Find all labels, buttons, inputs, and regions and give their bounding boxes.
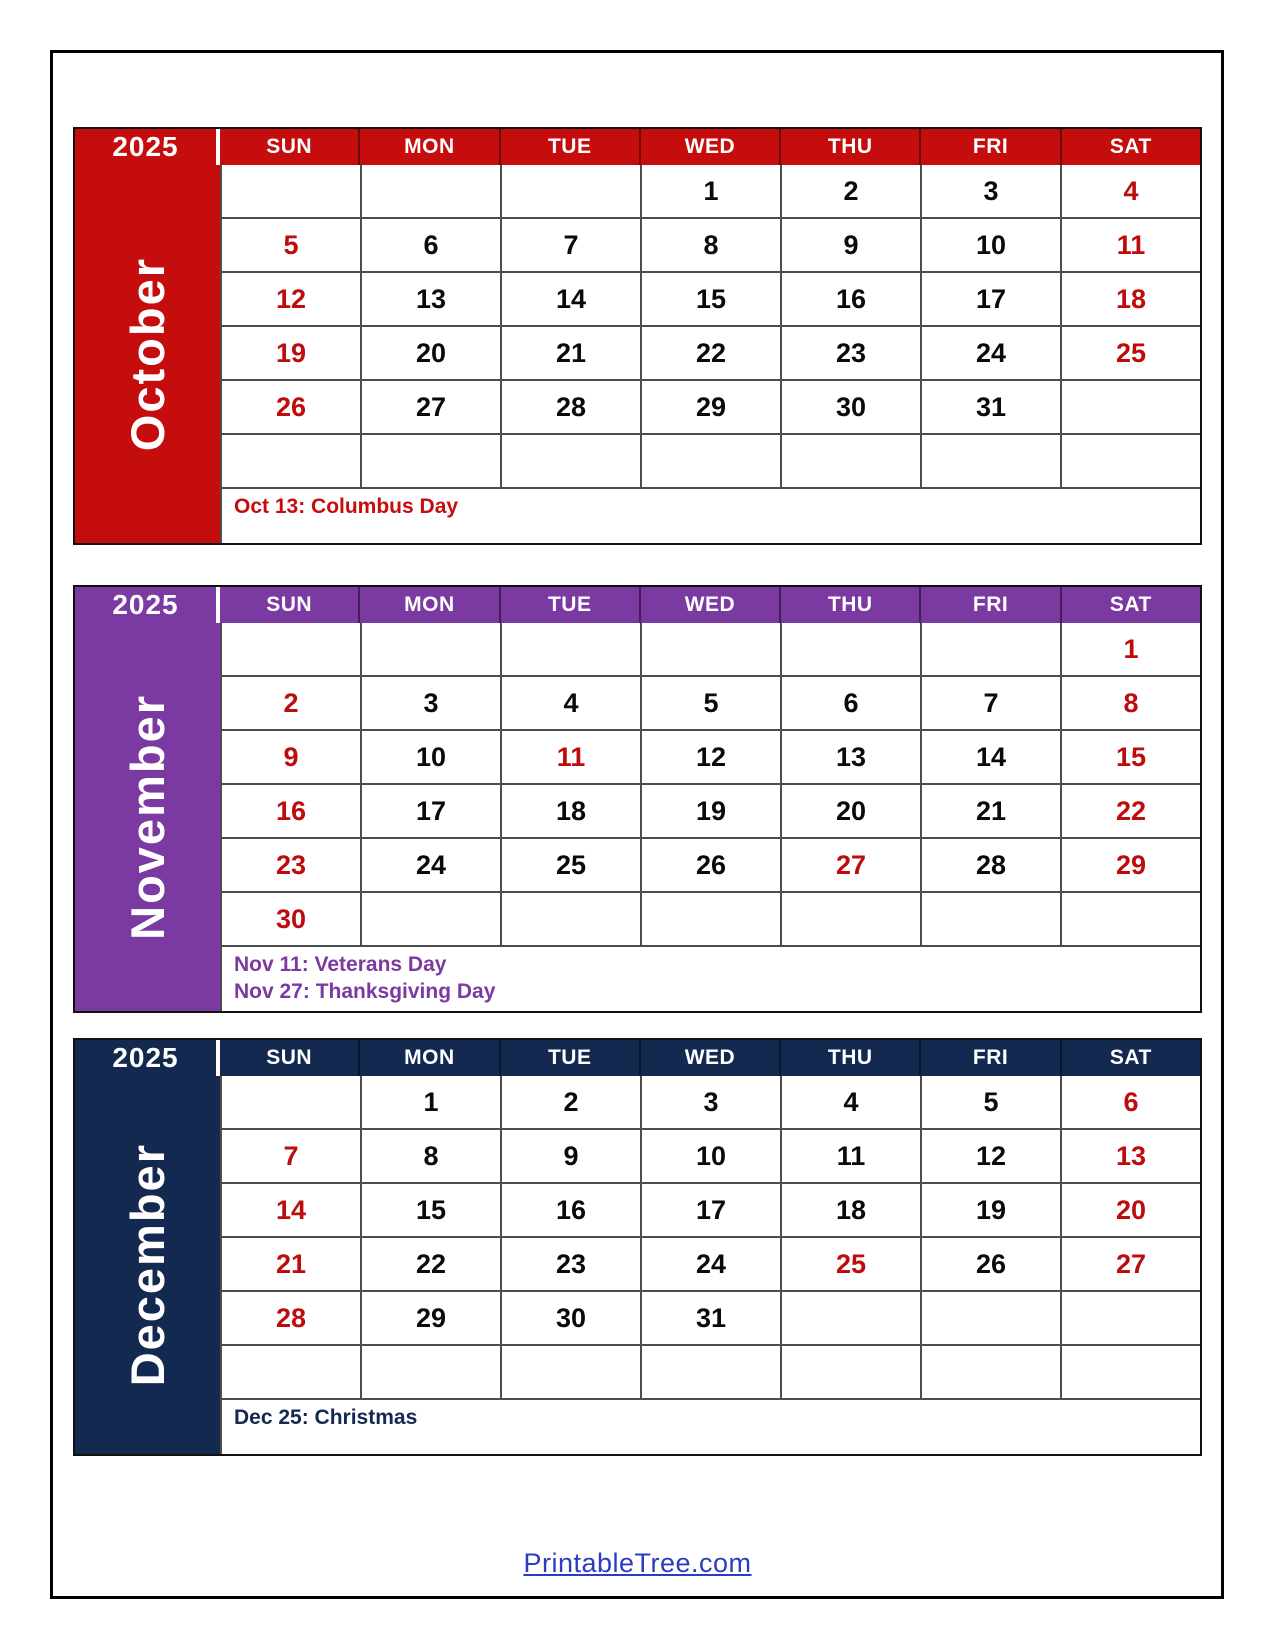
date-cell: 22 — [640, 327, 780, 379]
date-cell: 21 — [220, 1238, 360, 1290]
year-label: 2025 — [75, 129, 216, 165]
week-row — [220, 623, 1200, 675]
date-cell: 23 — [500, 1238, 640, 1290]
date-cell: 13 — [360, 273, 500, 325]
date-cell: 26 — [220, 381, 360, 433]
weekday-cell: TUE — [499, 129, 639, 165]
year-label: 2025 — [75, 1040, 216, 1076]
date-cell: 9 — [780, 219, 920, 271]
date-cell: 4 — [1060, 165, 1200, 217]
week-row — [220, 217, 1200, 271]
weekday-cell: TUE — [499, 1040, 639, 1076]
month-name: December — [121, 1143, 174, 1387]
calendar-december — [73, 1038, 1202, 1456]
date-cell: 15 — [1060, 731, 1200, 783]
date-cell: 8 — [1060, 677, 1200, 729]
date-cell: 5 — [920, 1076, 1060, 1128]
date-cell: 19 — [920, 1184, 1060, 1236]
date-cell — [640, 435, 780, 487]
date-cell: 8 — [640, 219, 780, 271]
calendar-november — [73, 585, 1202, 1013]
date-cell: 17 — [640, 1184, 780, 1236]
week-row — [220, 165, 1200, 217]
month-sidebar — [75, 623, 220, 1011]
date-cell: 13 — [1060, 1130, 1200, 1182]
date-cell: 7 — [920, 677, 1060, 729]
date-cell: 17 — [360, 785, 500, 837]
week-row — [220, 1290, 1200, 1344]
date-cell: 1 — [640, 165, 780, 217]
date-cell: 30 — [500, 1292, 640, 1344]
date-cell: 4 — [500, 677, 640, 729]
holiday-note — [220, 1398, 1200, 1454]
date-cell: 18 — [1060, 273, 1200, 325]
date-cell — [780, 623, 920, 675]
footer-link[interactable]: PrintableTree.com — [523, 1548, 752, 1578]
year-label: 2025 — [75, 587, 216, 623]
weekday-cell: SAT — [1060, 1040, 1200, 1076]
date-cell — [920, 1346, 1060, 1398]
week-row — [220, 271, 1200, 325]
date-cell: 18 — [500, 785, 640, 837]
date-cell: 11 — [500, 731, 640, 783]
date-cell: 1 — [360, 1076, 500, 1128]
date-cell: 26 — [920, 1238, 1060, 1290]
date-cell — [1060, 893, 1200, 945]
date-cell: 5 — [640, 677, 780, 729]
date-cell: 31 — [640, 1292, 780, 1344]
date-cell: 21 — [920, 785, 1060, 837]
week-row — [220, 1236, 1200, 1290]
month-header — [75, 587, 1200, 623]
date-cell — [220, 435, 360, 487]
date-cell — [920, 1292, 1060, 1344]
week-row — [220, 1128, 1200, 1182]
date-cell: 6 — [360, 219, 500, 271]
weekday-cell: WED — [639, 587, 779, 623]
week-row — [220, 675, 1200, 729]
date-cell: 2 — [500, 1076, 640, 1128]
date-cell: 16 — [220, 785, 360, 837]
footer — [0, 1548, 1275, 1579]
date-cell: 27 — [780, 839, 920, 891]
date-cell: 27 — [1060, 1238, 1200, 1290]
weekday-cell: MON — [358, 587, 498, 623]
date-cell: 8 — [360, 1130, 500, 1182]
date-cell: 3 — [640, 1076, 780, 1128]
weekday-cell: SAT — [1060, 587, 1200, 623]
holiday-line: Oct 13: Columbus Day — [234, 495, 459, 518]
date-cell — [1060, 435, 1200, 487]
date-cell — [220, 1346, 360, 1398]
date-cell: 12 — [640, 731, 780, 783]
date-cell: 9 — [220, 731, 360, 783]
date-cell: 26 — [640, 839, 780, 891]
date-cell: 14 — [920, 731, 1060, 783]
date-cell: 10 — [920, 219, 1060, 271]
date-cell: 3 — [360, 677, 500, 729]
date-cell — [1060, 1346, 1200, 1398]
week-row — [220, 1182, 1200, 1236]
date-cell: 24 — [640, 1238, 780, 1290]
month-header — [75, 1040, 1200, 1076]
date-cell — [920, 623, 1060, 675]
date-cell — [1060, 1292, 1200, 1344]
week-row — [220, 837, 1200, 891]
holiday-note — [220, 945, 1200, 1011]
date-cell: 14 — [220, 1184, 360, 1236]
date-cell — [640, 623, 780, 675]
weekday-cell: MON — [358, 1040, 498, 1076]
date-cell — [780, 1346, 920, 1398]
weekday-cell: SAT — [1060, 129, 1200, 165]
date-cell: 15 — [360, 1184, 500, 1236]
date-cell: 20 — [780, 785, 920, 837]
date-cell: 15 — [640, 273, 780, 325]
date-cell: 16 — [500, 1184, 640, 1236]
month-sidebar — [75, 1076, 220, 1454]
date-cell: 2 — [780, 165, 920, 217]
weekday-cell: MON — [358, 129, 498, 165]
month-header — [75, 129, 1200, 165]
holiday-line: Dec 25: Christmas — [234, 1406, 418, 1429]
date-cell — [1060, 381, 1200, 433]
week-row — [220, 325, 1200, 379]
month-name: November — [121, 694, 174, 940]
weekday-cell: FRI — [919, 587, 1059, 623]
week-row — [220, 1344, 1200, 1398]
date-cell: 9 — [500, 1130, 640, 1182]
date-cell: 22 — [1060, 785, 1200, 837]
date-cell: 28 — [500, 381, 640, 433]
weekday-header-row — [220, 1040, 1200, 1076]
date-cell: 19 — [220, 327, 360, 379]
date-cell — [500, 435, 640, 487]
weekday-cell: SUN — [220, 1040, 358, 1076]
date-cell — [220, 165, 360, 217]
date-cell: 29 — [1060, 839, 1200, 891]
date-grid — [220, 1076, 1200, 1454]
date-cell: 25 — [780, 1238, 920, 1290]
date-cell: 27 — [360, 381, 500, 433]
date-cell: 5 — [220, 219, 360, 271]
date-cell: 4 — [780, 1076, 920, 1128]
date-cell — [220, 623, 360, 675]
date-cell — [500, 893, 640, 945]
date-cell: 1 — [1060, 623, 1200, 675]
weekday-cell: SUN — [220, 587, 358, 623]
date-cell — [220, 1076, 360, 1128]
date-cell — [640, 893, 780, 945]
date-cell: 21 — [500, 327, 640, 379]
month-sidebar — [75, 165, 220, 543]
weekday-cell: TUE — [499, 587, 639, 623]
date-cell: 16 — [780, 273, 920, 325]
date-cell: 2 — [220, 677, 360, 729]
weekday-cell: SUN — [220, 129, 358, 165]
weekday-header-row — [220, 587, 1200, 623]
date-cell: 23 — [220, 839, 360, 891]
date-cell: 7 — [500, 219, 640, 271]
date-cell — [500, 1346, 640, 1398]
weekday-cell: THU — [779, 129, 919, 165]
date-cell: 28 — [920, 839, 1060, 891]
month-body — [75, 623, 1200, 1011]
date-cell — [360, 435, 500, 487]
date-cell: 10 — [640, 1130, 780, 1182]
date-cell: 30 — [780, 381, 920, 433]
calendar-october — [73, 127, 1202, 545]
date-cell: 11 — [780, 1130, 920, 1182]
date-cell: 3 — [920, 165, 1060, 217]
weekday-cell: THU — [779, 587, 919, 623]
month-body — [75, 1076, 1200, 1454]
date-cell: 11 — [1060, 219, 1200, 271]
date-cell — [360, 1346, 500, 1398]
date-cell: 12 — [220, 273, 360, 325]
date-cell: 24 — [920, 327, 1060, 379]
date-cell: 24 — [360, 839, 500, 891]
week-row — [220, 783, 1200, 837]
date-cell: 31 — [920, 381, 1060, 433]
weekday-header-row — [220, 129, 1200, 165]
weekday-cell: FRI — [919, 1040, 1059, 1076]
date-cell — [780, 893, 920, 945]
week-row — [220, 433, 1200, 487]
date-cell — [920, 435, 1060, 487]
date-grid — [220, 165, 1200, 543]
date-cell — [360, 623, 500, 675]
date-cell: 18 — [780, 1184, 920, 1236]
week-row — [220, 729, 1200, 783]
date-cell: 13 — [780, 731, 920, 783]
date-cell — [360, 165, 500, 217]
date-cell — [780, 435, 920, 487]
weekday-cell: WED — [639, 129, 779, 165]
date-cell: 22 — [360, 1238, 500, 1290]
date-cell: 25 — [1060, 327, 1200, 379]
date-cell: 23 — [780, 327, 920, 379]
date-cell: 14 — [500, 273, 640, 325]
holiday-line: Nov 11: Veterans Day — [234, 953, 447, 976]
week-row — [220, 891, 1200, 945]
date-cell: 17 — [920, 273, 1060, 325]
date-cell — [360, 893, 500, 945]
date-cell: 29 — [640, 381, 780, 433]
weekday-cell: WED — [639, 1040, 779, 1076]
date-cell: 6 — [780, 677, 920, 729]
month-name: October — [121, 256, 174, 452]
date-cell: 25 — [500, 839, 640, 891]
holiday-line: Nov 27: Thanksgiving Day — [234, 980, 496, 1003]
date-cell — [920, 893, 1060, 945]
date-cell: 12 — [920, 1130, 1060, 1182]
date-cell — [500, 623, 640, 675]
date-cell: 28 — [220, 1292, 360, 1344]
holiday-note — [220, 487, 1200, 543]
date-cell — [640, 1346, 780, 1398]
date-cell: 20 — [1060, 1184, 1200, 1236]
date-cell: 10 — [360, 731, 500, 783]
date-grid — [220, 623, 1200, 1011]
date-cell — [780, 1292, 920, 1344]
weekday-cell: FRI — [919, 129, 1059, 165]
weekday-cell: THU — [779, 1040, 919, 1076]
date-cell: 29 — [360, 1292, 500, 1344]
date-cell: 30 — [220, 893, 360, 945]
date-cell: 20 — [360, 327, 500, 379]
date-cell — [500, 165, 640, 217]
week-row — [220, 379, 1200, 433]
date-cell: 19 — [640, 785, 780, 837]
month-body — [75, 165, 1200, 543]
date-cell: 6 — [1060, 1076, 1200, 1128]
date-cell: 7 — [220, 1130, 360, 1182]
week-row — [220, 1076, 1200, 1128]
